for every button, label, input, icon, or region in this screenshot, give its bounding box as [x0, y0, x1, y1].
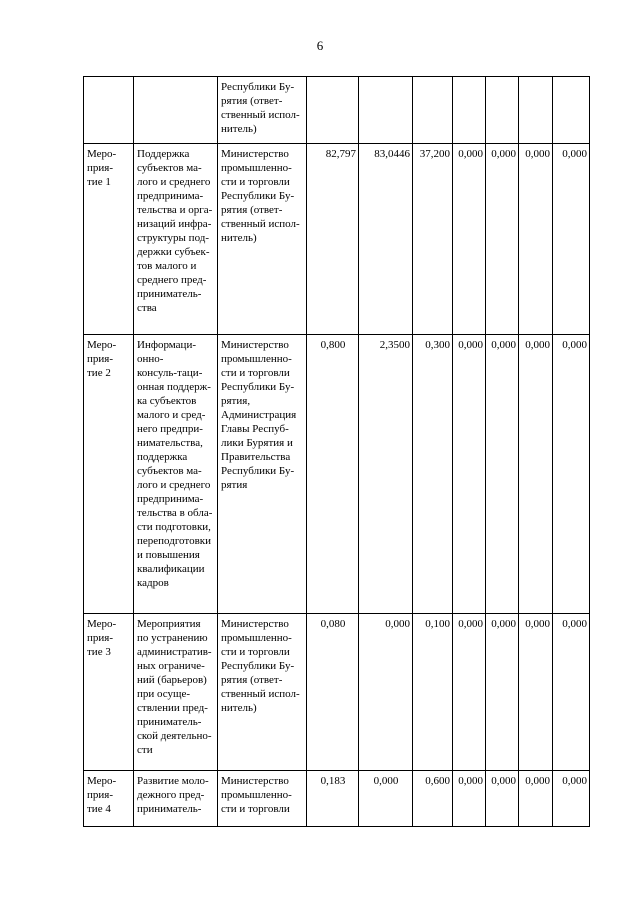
value-cell: [519, 77, 553, 144]
value-cell: 0,000: [453, 144, 486, 335]
value-cell: 37,200: [413, 144, 453, 335]
value-cell: 0,000: [486, 144, 519, 335]
event-cell: Меро- прия- тие 1: [84, 144, 134, 335]
program-events-table: [83, 76, 590, 827]
name-cell: [134, 77, 218, 144]
executor-cell: Республики Бу- рятия (ответ- ственный испол- нитель): [218, 77, 307, 144]
value-cell: 0,100: [413, 614, 453, 771]
value-cell: 0,080: [307, 614, 359, 771]
value-cell: 82,797: [307, 144, 359, 335]
name-cell: Развитие моло- дежного пред- приниматель-: [134, 771, 218, 827]
name-cell: Поддержка субъектов ма- лого и среднего предпринима- тельства и орга- низаций инфра- структуры под- держки субъек- тов малого и среднего пред- приниматель- ства: [134, 144, 218, 335]
value-cell: 0,000: [519, 144, 553, 335]
event-cell: Меро- прия- тие 2: [84, 335, 134, 614]
executor-cell: Министерство промышленно- сти и торговли Республики Бу- рятия, Администрация Главы Респуб- лики Бурятия и Правительства Республики Бу- рятия: [218, 335, 307, 614]
table-row: [84, 614, 590, 771]
value-cell: 0,000: [553, 335, 590, 614]
value-cell: [359, 77, 413, 144]
value-cell: 0,000: [453, 614, 486, 771]
value-cell: 0,000: [486, 335, 519, 614]
value-cell: 0,800: [307, 335, 359, 614]
executor-cell: Министерство промышленно- сти и торговли Республики Бу- рятия (ответ- ственный испол- нитель): [218, 614, 307, 771]
value-cell: 0,000: [359, 614, 413, 771]
executor-cell: Министерство промышленно- сти и торговли Республики Бу- рятия (ответ- ственный испол- нитель): [218, 144, 307, 335]
value-cell: 0,000: [519, 771, 553, 827]
name-cell: Информаци- онно- консуль-таци- онная поддерж- ка субъектов малого и сред- него предпри- нимательства, поддержка субъектов ма- лого и среднего предпринима- тельства в обла- сти подготовки, переподготовки и повышения квалификации кадров: [134, 335, 218, 614]
value-cell: [453, 77, 486, 144]
table-row: [84, 77, 590, 144]
event-cell: Меро- прия- тие 3: [84, 614, 134, 771]
value-cell: [486, 77, 519, 144]
value-cell: 0,000: [519, 335, 553, 614]
table-row: [84, 771, 590, 827]
event-cell: Меро- прия- тие 4: [84, 771, 134, 827]
value-cell: 0,000: [453, 771, 486, 827]
value-cell: 2,3500: [359, 335, 413, 614]
executor-cell: Министерство промышленно- сти и торговли: [218, 771, 307, 827]
value-cell: [413, 77, 453, 144]
value-cell: [307, 77, 359, 144]
page-number: 6: [316, 38, 324, 53]
table-row: [84, 144, 590, 335]
value-cell: 0,600: [413, 771, 453, 827]
value-cell: 0,183: [307, 771, 359, 827]
event-cell: [84, 77, 134, 144]
table-row: [84, 335, 590, 614]
value-cell: 0,000: [453, 335, 486, 614]
value-cell: 0,000: [486, 771, 519, 827]
value-cell: 83,0446: [359, 144, 413, 335]
value-cell: 0,000: [359, 771, 413, 827]
value-cell: [553, 77, 590, 144]
value-cell: 0,000: [553, 614, 590, 771]
value-cell: 0,000: [486, 614, 519, 771]
value-cell: 0,000: [519, 614, 553, 771]
value-cell: 0,000: [553, 771, 590, 827]
value-cell: 0,000: [553, 144, 590, 335]
value-cell: 0,300: [413, 335, 453, 614]
name-cell: Мероприятия по устранению административ- ных ограниче- ний (барьеров) при осуще- ствлении пред- приниматель- ской деятельно- сти: [134, 614, 218, 771]
